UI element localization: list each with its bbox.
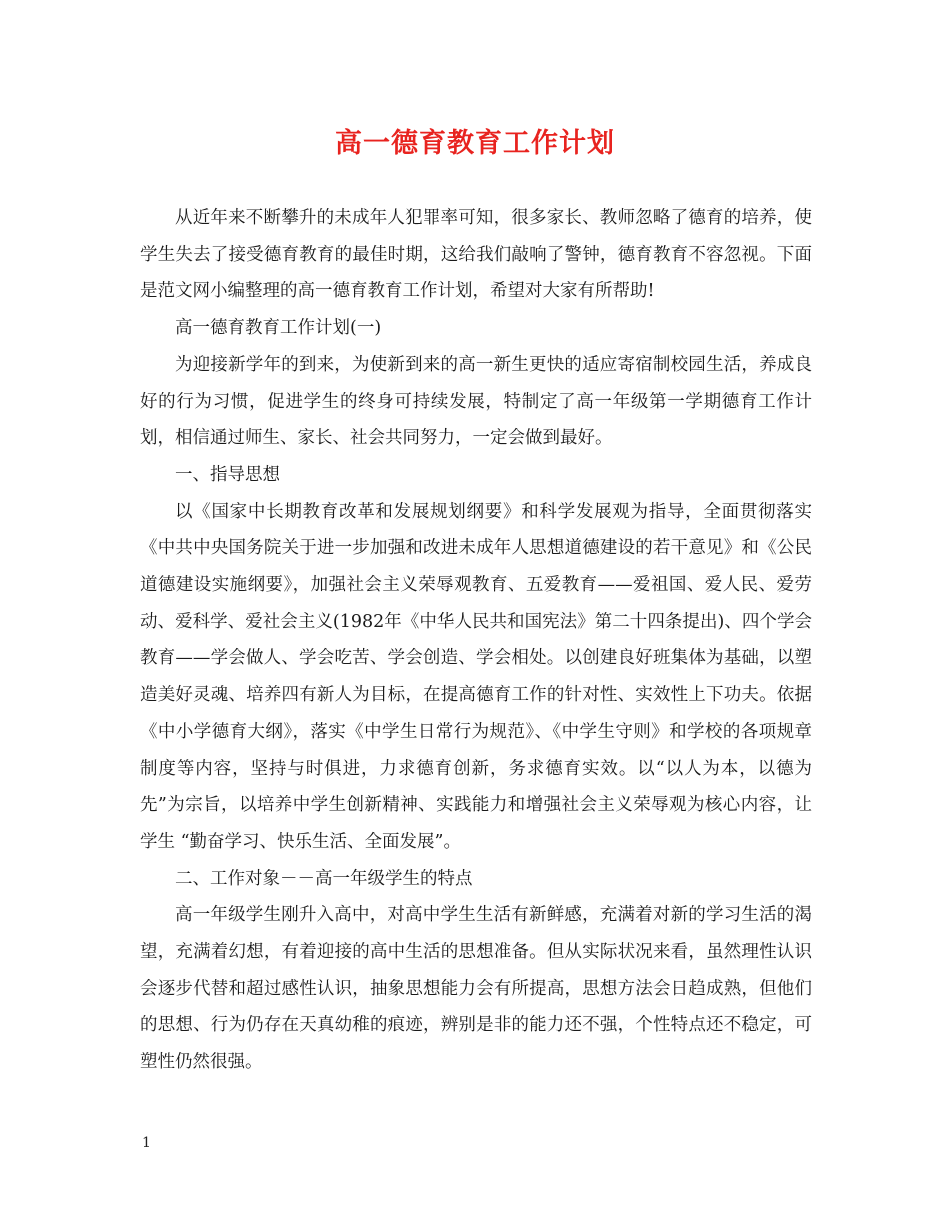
section-heading-guiding-thought: 一、指导思想	[175, 464, 280, 485]
work-target-paragraph: 高一年级学生刚升入高中，对高中学生生活有新鲜感，充满着对新的学习生活的渴望，充满着幻想，有着迎接的高中生活的思想准备。但从实际状况来看，虽然理性认识会逐步代替和超过感性认识，抽象思想能力会有所提高，思想方法会日趋成熟，但他们的思想、行为仍存在天真幼稚的痕迹，辨别是非的能力还不强，个性特点还不稳定，可塑性仍然很强。	[140, 905, 812, 1073]
guiding-thought-paragraph: 以《国家中长期教育改革和发展规划纲要》和科学发展观为指导，全面贯彻落实《中共中央国务院关于进一步加强和改进未成年人思想道德建设的若干意见》和《公民道德建设实施纲要》，加强社会主义荣辱观教育、五爱教育——爱祖国、爱人民、爱劳动、爱科学、爱社会主义(1982年《中华人民共和国宪法》第二十四条提出)、四个学会教育——学会做人、学会吃苦、学会创造、学会相处。以创建良好班集体为基础，以塑造美好灵魂、培养四有新人为目标，在提高德育工作的针对性、实效性上下功夫。依据《中小学德育大纲》，落实《中学生日常行为规范》、《中学生守则》和学校的各项规章制度等内容，坚持与时俱进，力求德育创新，务求德育实效。以“以人为本，以德为先”为宗旨，以培养中学生创新精神、实践能力和增强社会主义荣辱观为核心内容，让学生 “勤奋学习、快乐生活、全面发展”。	[140, 501, 812, 852]
plan-heading: 高一德育教育工作计划(一)	[175, 318, 382, 339]
page-number: 1	[142, 1135, 151, 1151]
document-title: 高一德育教育工作计划	[335, 128, 615, 159]
intro-paragraph: 从近年来不断攀升的未成年人犯罪率可知，很多家长、教师忽略了德育的培养，使学生失去了接受德育教育的最佳时期，这给我们敲响了警钟，德育教育不容忽视。下面是范文网小编整理的高一德育教育工作计划，希望对大家有所帮助!	[140, 208, 812, 302]
document-body	[140, 200, 812, 1081]
plan-intro-paragraph: 为迎接新学年的到来，为使新到来的高一新生更快的适应寄宿制校园生活，养成良好的行为习惯，促进学生的终身可持续发展，特制定了高一年级第一学期德育工作计划，相信通过师生、家长、社会共同努力，一定会做到最好。	[140, 354, 812, 449]
section-heading-work-target: 二、工作对象－－高一年级学生的特点	[175, 868, 473, 889]
